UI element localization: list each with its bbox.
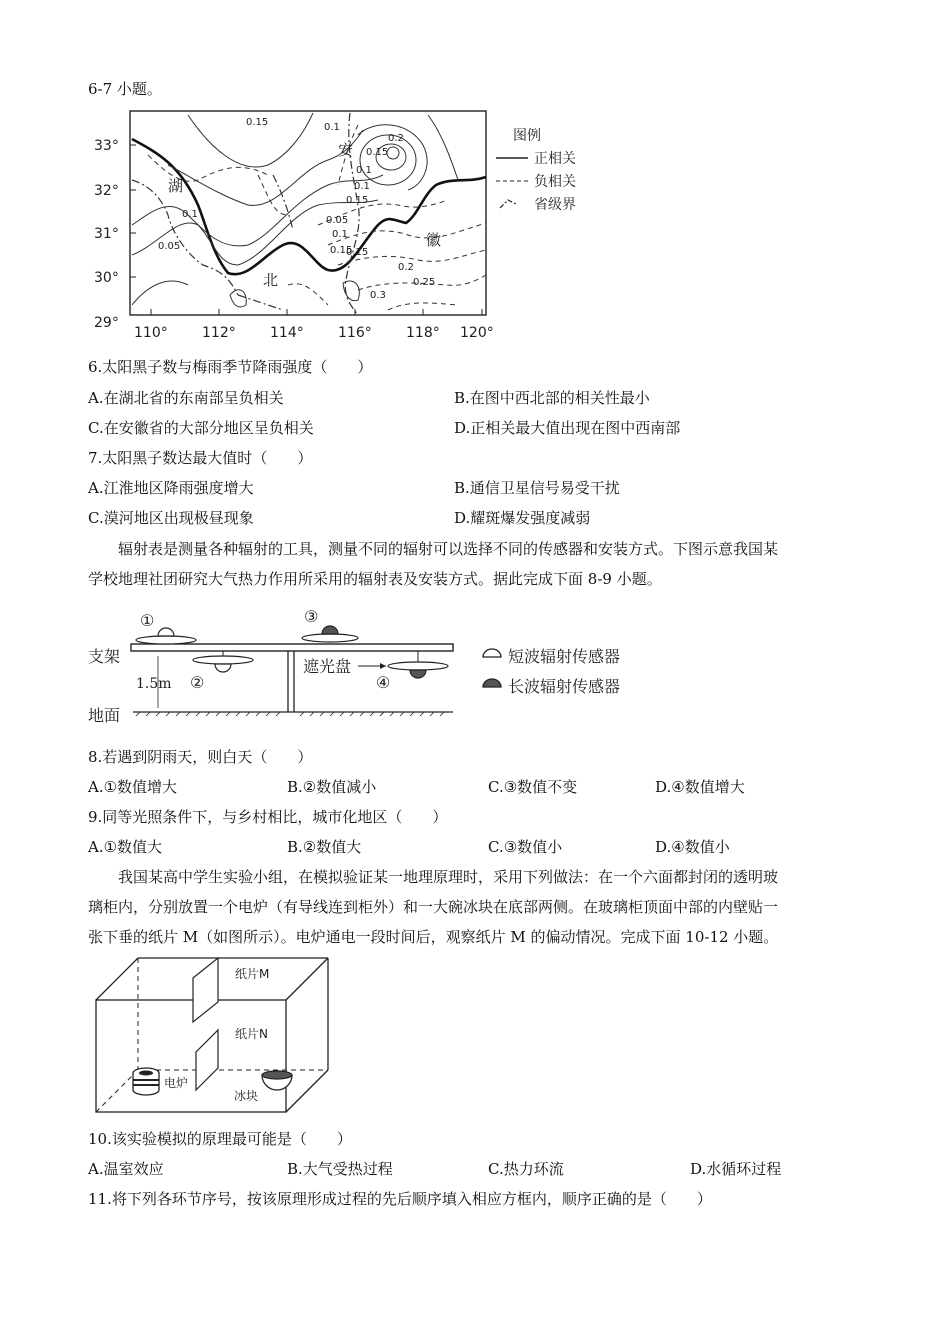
ground-label: 地面 bbox=[88, 706, 121, 725]
place-label: 安 bbox=[338, 141, 354, 159]
contour-label: 0.2 bbox=[388, 133, 404, 144]
lat-label: 29° bbox=[94, 315, 119, 331]
support-label: 支架 bbox=[88, 647, 121, 666]
marker-3: ③ bbox=[304, 607, 319, 626]
legend-longwave: 长波辐射传感器 bbox=[508, 677, 621, 696]
lon-label: 114° bbox=[270, 325, 304, 341]
correlation-map bbox=[88, 105, 608, 355]
option-8a[interactable]: A.①数值增大 bbox=[88, 778, 178, 796]
question-11-stem: 11.将下列各环节序号，按该原理形成过程的先后顺序填入相应方框内，顺序正确的是（ ） bbox=[88, 1190, 712, 1208]
contour-label: 0.1 bbox=[354, 181, 370, 192]
contour-label: 0.1 bbox=[182, 209, 198, 220]
lon-label: 118° bbox=[406, 325, 440, 341]
glass-box-figure bbox=[88, 950, 348, 1120]
legend-title: 图例 bbox=[513, 128, 541, 144]
shade-disk-label: 遮光盘 bbox=[303, 657, 352, 676]
place-label: 湖 bbox=[168, 177, 184, 195]
option-7a[interactable]: A.江淮地区降雨强度增大 bbox=[88, 479, 254, 497]
paragraph-experiment-3: 张下垂的纸片 M（如图所示）。电炉通电一段时间后，观察纸片 M 的偏动情况。完成下面 10-12 小题。 bbox=[88, 928, 779, 946]
question-7-stem: 7.太阳黑子数达最大值时（ ） bbox=[88, 449, 313, 467]
option-8b[interactable]: B.②数值减小 bbox=[287, 778, 377, 796]
option-10c[interactable]: C.热力环流 bbox=[488, 1160, 564, 1178]
contour-label: 0.05 bbox=[326, 215, 349, 226]
ice-label: 冰块 bbox=[234, 1089, 259, 1103]
contour-label: 0.05 bbox=[158, 241, 181, 252]
option-7c[interactable]: C.漠河地区出现极昼现象 bbox=[88, 509, 254, 527]
legend-shortwave: 短波辐射传感器 bbox=[508, 647, 621, 666]
option-9a[interactable]: A.①数值大 bbox=[88, 838, 163, 856]
legend-item: 负相关 bbox=[534, 174, 576, 190]
option-6d[interactable]: D.正相关最大值出现在图中西南部 bbox=[454, 419, 681, 437]
contour-label: 0.15 bbox=[346, 195, 369, 206]
option-6a[interactable]: A.在湖北省的东南部呈负相关 bbox=[88, 389, 284, 407]
contour-label: 0.15 bbox=[346, 247, 369, 258]
contour-label: 0.25 bbox=[413, 277, 436, 288]
question-10-stem: 10.该实验模拟的原理最可能是（ ） bbox=[88, 1130, 352, 1148]
option-9b[interactable]: B.②数值大 bbox=[287, 838, 362, 856]
question-9-stem: 9.同等光照条件下，与乡村相比，城市化地区（ ） bbox=[88, 808, 448, 826]
paragraph-experiment-2: 璃柜内，分别放置一个电炉（有导线连到柜外）和一大碗冰块在底部两侧。在玻璃柜顶面中部的内壁贴一 bbox=[88, 898, 779, 916]
lon-label: 116° bbox=[338, 325, 372, 341]
lon-label: 112° bbox=[202, 325, 236, 341]
contour-label: 0.1 bbox=[332, 229, 348, 240]
paper-m-label: 纸片M bbox=[235, 967, 270, 981]
contour-label: 0.3 bbox=[370, 290, 386, 301]
question-8-stem: 8.若遇到阴雨天，则白天（ ） bbox=[88, 748, 313, 766]
legend-item: 正相关 bbox=[534, 151, 576, 167]
place-label: 北 bbox=[263, 271, 279, 289]
option-7b[interactable]: B.通信卫星信号易受干扰 bbox=[454, 479, 620, 497]
marker-1: ① bbox=[140, 611, 155, 630]
lon-label: 120° bbox=[460, 325, 494, 341]
marker-2: ② bbox=[190, 673, 205, 692]
height-label: 1.5m bbox=[136, 676, 172, 692]
option-6c[interactable]: C.在安徽省的大部分地区呈负相关 bbox=[88, 419, 314, 437]
lon-label: 110° bbox=[134, 325, 168, 341]
contour-label: 0.15 bbox=[366, 147, 389, 158]
contour-label: 0.1 bbox=[356, 165, 372, 176]
lat-label: 32° bbox=[94, 183, 119, 199]
paragraph-experiment-1: 我国某高中学生实验小组，在模拟验证某一地理原理时，采用下列做法：在一个六面都封闭的透明玻 bbox=[118, 868, 779, 886]
legend-item: 省级界 bbox=[534, 197, 576, 213]
paper-n-label: 纸片N bbox=[235, 1027, 268, 1041]
paragraph-radiation-2: 学校地理社团研究大气热力作用所采用的辐射表及安装方式。据此完成下面 8-9 小题。 bbox=[88, 570, 662, 588]
marker-4: ④ bbox=[376, 673, 391, 692]
contour-label: 0.15 bbox=[246, 117, 269, 128]
option-8c[interactable]: C.③数值不变 bbox=[488, 778, 578, 796]
contour-label: 0.1 bbox=[324, 122, 340, 133]
contour-label: 0.2 bbox=[398, 262, 414, 273]
place-label: 徽 bbox=[426, 231, 442, 249]
option-9d[interactable]: D.④数值小 bbox=[655, 838, 730, 856]
option-10a[interactable]: A.温室效应 bbox=[88, 1160, 164, 1178]
option-10b[interactable]: B.大气受热过程 bbox=[287, 1160, 393, 1178]
option-9c[interactable]: C.③数值小 bbox=[488, 838, 563, 856]
intro-tail: 6-7 小题。 bbox=[88, 80, 162, 98]
paragraph-radiation-1: 辐射表是测量各种辐射的工具，测量不同的辐射可以选择不同的传感器和安装方式。下图示意我国某 bbox=[118, 540, 779, 558]
option-6b[interactable]: B.在图中西北部的相关性最小 bbox=[454, 389, 650, 407]
option-8d[interactable]: D.④数值增大 bbox=[655, 778, 745, 796]
contour-label: 0.15 bbox=[330, 245, 353, 256]
lat-label: 33° bbox=[94, 138, 119, 154]
stove-label: 电炉 bbox=[164, 1076, 189, 1090]
question-6-stem: 6.太阳黑子数与梅雨季节降雨强度（ ） bbox=[88, 358, 373, 376]
lat-label: 31° bbox=[94, 226, 119, 242]
lat-label: 30° bbox=[94, 270, 119, 286]
option-7d[interactable]: D.耀斑爆发强度减弱 bbox=[454, 509, 591, 527]
option-10d[interactable]: D.水循环过程 bbox=[690, 1160, 782, 1178]
radiation-meter-figure bbox=[88, 604, 648, 730]
